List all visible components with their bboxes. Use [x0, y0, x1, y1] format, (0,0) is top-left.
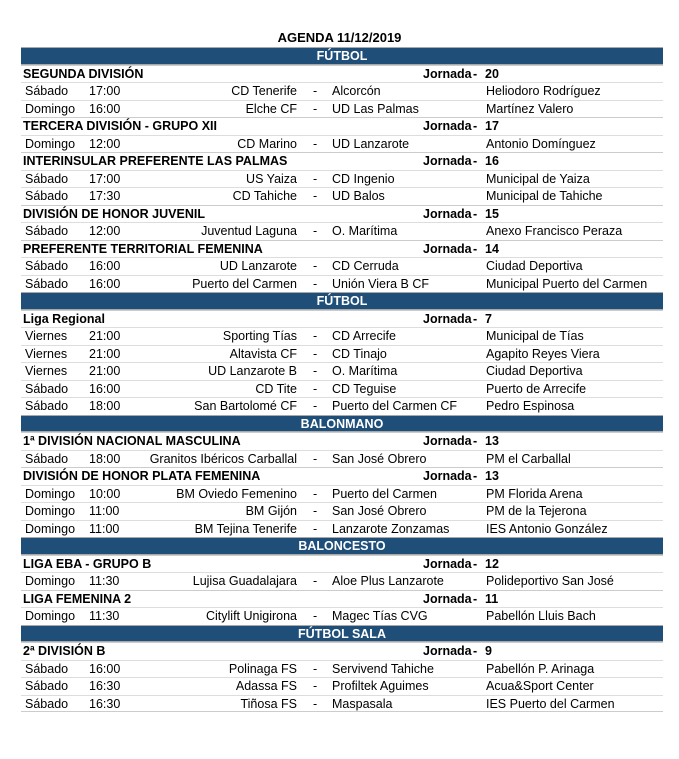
match-venue: Municipal de Tahiche: [486, 189, 603, 203]
match-dash: -: [313, 574, 318, 588]
jornada-number: 17: [485, 119, 499, 133]
match-row: [21, 450, 663, 468]
match-day: Sábado: [25, 451, 69, 466]
jornada-number: 12: [485, 556, 499, 571]
match-venue: Municipal de Tías: [486, 329, 584, 343]
home-team: Altavista CF: [229, 346, 297, 361]
match-venue: Anexo Francisco Peraza: [486, 224, 623, 238]
agenda-title: AGENDA 11/12/2019: [277, 30, 402, 45]
jornada-label: Jornada: [423, 311, 472, 326]
jornada-number: 16: [485, 154, 499, 168]
match-dash: -: [313, 364, 318, 378]
competition-row: [21, 310, 663, 328]
jornada-number: 13: [485, 434, 499, 448]
home-team: BM Oviedo Femenino: [176, 486, 297, 501]
match-venue: Municipal de Yaiza: [486, 171, 590, 186]
jornada-dash: -: [473, 311, 478, 326]
away-team: Puerto del Carmen: [332, 486, 437, 501]
competition-name: DIVISIÓN DE HONOR JUVENIL: [23, 206, 205, 221]
away-team: UD Lanzarote: [332, 136, 410, 151]
match-day: Sábado: [25, 381, 69, 396]
match-day: Sábado: [25, 679, 69, 693]
match-venue: PM Florida Arena: [486, 486, 583, 501]
match-venue: Antonio Domínguez: [486, 136, 596, 151]
away-team: San José Obrero: [332, 504, 427, 518]
match-row: [21, 345, 663, 363]
jornada-number: 14: [485, 241, 499, 256]
match-time: 16:30: [89, 679, 121, 693]
competition-name: DIVISIÓN DE HONOR PLATA FEMENINA: [23, 469, 261, 483]
home-team: Polinaga FS: [228, 661, 297, 676]
jornada-number: 13: [485, 469, 499, 483]
match-time: 12:00: [89, 136, 121, 151]
match-time: 17:30: [89, 189, 121, 203]
home-team: Citylift Unigirona: [205, 609, 297, 623]
match-day: Sábado: [25, 84, 69, 98]
match-row: [21, 520, 663, 538]
match-dash: -: [313, 259, 318, 273]
match-row: [21, 502, 663, 520]
jornada-dash: -: [473, 644, 478, 658]
match-time: 16:00: [89, 381, 121, 396]
match-venue: PM el Carballal: [486, 451, 571, 466]
home-team: Juventud Laguna: [201, 224, 297, 238]
match-dash: -: [313, 329, 318, 343]
sport-section-header: FÚTBOL: [21, 292, 663, 310]
jornada-number: 9: [485, 644, 492, 658]
match-row: [21, 222, 663, 240]
away-team: Servivend Tahiche: [332, 661, 434, 676]
match-dash: -: [313, 224, 318, 238]
match-day: Domingo: [25, 101, 76, 116]
jornada-dash: -: [473, 556, 478, 571]
match-day: Sábado: [25, 224, 69, 238]
home-team: CD Tenerife: [231, 84, 297, 98]
match-day: Viernes: [25, 364, 68, 378]
match-time: 11:30: [89, 574, 120, 588]
match-row: [21, 695, 663, 713]
match-day: Sábado: [25, 276, 69, 291]
home-team: UD Lanzarote B: [208, 364, 297, 378]
match-time: 18:00: [89, 399, 121, 413]
match-venue: Municipal Puerto del Carmen: [486, 276, 648, 291]
jornada-dash: -: [473, 154, 478, 168]
away-team: UD Las Palmas: [332, 101, 419, 116]
match-time: 21:00: [89, 346, 121, 361]
home-team: CD Marino: [237, 136, 297, 151]
competition-name: TERCERA DIVISIÓN - GRUPO XII: [23, 119, 218, 133]
match-dash: -: [313, 101, 318, 116]
match-dash: -: [313, 521, 318, 536]
match-row: [21, 607, 663, 625]
match-venue: Puerto de Arrecife: [486, 381, 587, 396]
jornada-number: 7: [485, 311, 492, 326]
match-dash: -: [313, 609, 318, 623]
match-venue: IES Antonio González: [486, 521, 608, 536]
schedule-table: [21, 47, 663, 712]
match-day: Sábado: [25, 696, 69, 711]
competition-name: 2ª DIVISIÓN B: [23, 644, 106, 658]
match-time: 21:00: [89, 329, 121, 343]
away-team: Aloe Plus Lanzarote: [332, 574, 444, 588]
match-row: [21, 677, 663, 695]
away-team: CD Teguise: [332, 381, 397, 396]
match-time: 16:00: [89, 101, 121, 116]
match-row: [21, 660, 663, 678]
match-row: [21, 135, 663, 153]
match-row: [21, 275, 663, 293]
home-team: Granitos Ibéricos Carballal: [149, 451, 297, 466]
away-team: UD Balos: [332, 189, 385, 203]
home-team: Lujisa Guadalajara: [192, 574, 297, 588]
match-time: 16:30: [89, 696, 121, 711]
match-dash: -: [313, 189, 318, 203]
competition-row: [21, 65, 663, 83]
away-team: Unión Viera B CF: [332, 276, 430, 291]
match-dash: -: [313, 504, 318, 518]
away-team: CD Arrecife: [332, 329, 396, 343]
home-team: Elche CF: [245, 101, 297, 116]
away-team: O. Marítima: [332, 364, 398, 378]
sport-section-header: FÚTBOL SALA: [21, 625, 663, 643]
match-dash: -: [313, 136, 318, 151]
match-venue: IES Puerto del Carmen: [486, 696, 615, 711]
match-venue: Ciudad Deportiva: [486, 364, 583, 378]
match-row: [21, 380, 663, 398]
match-day: Domingo: [25, 136, 76, 151]
competition-row: [21, 590, 663, 608]
match-time: 21:00: [89, 364, 121, 378]
match-dash: -: [313, 171, 318, 186]
match-time: 16:00: [89, 276, 121, 291]
match-row: [21, 397, 663, 415]
match-row: [21, 485, 663, 503]
competition-name: SEGUNDA DIVISIÓN: [23, 66, 144, 81]
match-dash: -: [313, 84, 318, 98]
away-team: Alcorcón: [332, 84, 381, 98]
home-team: UD Lanzarote: [219, 259, 297, 273]
match-venue: Acua&Sport Center: [486, 679, 594, 693]
competition-name: PREFERENTE TERRITORIAL FEMENINA: [23, 241, 263, 256]
match-venue: Ciudad Deportiva: [486, 259, 583, 273]
jornada-dash: -: [473, 434, 478, 448]
match-row: [21, 187, 663, 205]
competition-name: LIGA FEMENINA 2: [23, 591, 132, 606]
competition-row: [21, 467, 663, 485]
match-venue: Agapito Reyes Viera: [486, 346, 600, 361]
jornada-dash: -: [473, 591, 478, 606]
competition-row: [21, 152, 663, 170]
competition-row: [21, 642, 663, 660]
match-day: Sábado: [25, 259, 69, 273]
jornada-dash: -: [473, 66, 478, 81]
jornada-number: 11: [485, 591, 499, 606]
match-row: [21, 82, 663, 100]
match-venue: Martínez Valero: [486, 101, 574, 116]
competition-name: Liga Regional: [23, 311, 105, 326]
match-row: [21, 327, 663, 345]
sport-section-header: BALONCESTO: [21, 537, 663, 555]
jornada-label: Jornada: [423, 591, 472, 606]
jornada-label: Jornada: [423, 206, 472, 221]
jornada-dash: -: [473, 469, 478, 483]
jornada-label: Jornada: [423, 119, 472, 133]
competition-row: [21, 117, 663, 135]
match-dash: -: [313, 679, 318, 693]
home-team: Adassa FS: [235, 679, 297, 693]
home-team: San Bartolomé CF: [194, 399, 297, 413]
competition-row: [21, 555, 663, 573]
match-day: Sábado: [25, 189, 69, 203]
match-row: [21, 100, 663, 118]
jornada-label: Jornada: [423, 241, 472, 256]
match-day: Domingo: [25, 486, 76, 501]
jornada-number: 15: [485, 206, 499, 221]
jornada-label: Jornada: [423, 66, 472, 81]
match-day: Domingo: [25, 504, 76, 518]
jornada-label: Jornada: [423, 556, 472, 571]
match-row: [21, 362, 663, 380]
jornada-label: Jornada: [423, 644, 472, 658]
jornada-number: 20: [485, 66, 499, 81]
match-time: 18:00: [89, 451, 121, 466]
home-team: US Yaiza: [246, 171, 297, 186]
sport-section-header: FÚTBOL: [21, 47, 663, 65]
match-day: Domingo: [25, 609, 76, 623]
match-time: 12:00: [89, 224, 121, 238]
match-day: Sábado: [25, 661, 69, 676]
match-venue: PM de la Tejerona: [486, 504, 587, 518]
home-team: Tiñosa FS: [240, 696, 297, 711]
match-day: Domingo: [25, 574, 76, 588]
jornada-dash: -: [473, 241, 478, 256]
match-venue: Pedro Espinosa: [486, 399, 575, 413]
jornada-dash: -: [473, 119, 478, 133]
match-row: [21, 170, 663, 188]
competition-name: INTERINSULAR PREFERENTE LAS PALMAS: [23, 154, 288, 168]
home-team: Sporting Tías: [222, 329, 297, 343]
away-team: Maspasala: [332, 696, 393, 711]
match-day: Sábado: [25, 171, 69, 186]
match-day: Viernes: [25, 329, 68, 343]
home-team: CD Tahiche: [232, 189, 297, 203]
match-row: [21, 572, 663, 590]
match-time: 16:00: [89, 259, 121, 273]
away-team: CD Ingenio: [332, 171, 395, 186]
match-venue: Heliodoro Rodríguez: [486, 84, 601, 98]
match-dash: -: [313, 276, 318, 291]
match-dash: -: [313, 696, 318, 711]
match-row: [21, 257, 663, 275]
match-day: Sábado: [25, 399, 69, 413]
away-team: Profiltek Aguimes: [332, 679, 429, 693]
match-dash: -: [313, 346, 318, 361]
match-dash: -: [313, 661, 318, 676]
match-venue: Pabellón Lluis Bach: [486, 609, 596, 623]
away-team: Puerto del Carmen CF: [332, 399, 458, 413]
match-time: 16:00: [89, 661, 121, 676]
jornada-label: Jornada: [423, 154, 472, 168]
home-team: BM Tejina Tenerife: [194, 521, 297, 536]
jornada-dash: -: [473, 206, 478, 221]
match-dash: -: [313, 486, 318, 501]
competition-name: LIGA EBA - GRUPO B: [23, 556, 152, 571]
match-dash: -: [313, 381, 318, 396]
match-time: 17:00: [89, 84, 121, 98]
jornada-label: Jornada: [423, 469, 472, 483]
away-team: Magec Tías CVG: [332, 609, 428, 623]
away-team: O. Marítima: [332, 224, 398, 238]
match-time: 11:00: [89, 521, 120, 536]
away-team: San José Obrero: [332, 451, 427, 466]
match-dash: -: [313, 399, 318, 413]
home-team: Puerto del Carmen: [192, 276, 297, 291]
match-day: Domingo: [25, 521, 76, 536]
match-venue: Pabellón P. Arinaga: [486, 661, 595, 676]
jornada-label: Jornada: [423, 434, 472, 448]
competition-name: 1ª DIVISIÓN NACIONAL MASCULINA: [23, 434, 241, 448]
competition-row: [21, 432, 663, 450]
match-time: 11:00: [89, 504, 120, 518]
sport-section-header: BALONMANO: [21, 415, 663, 433]
match-time: 17:00: [89, 171, 121, 186]
match-dash: -: [313, 451, 318, 466]
match-day: Viernes: [25, 346, 68, 361]
home-team: CD Tite: [255, 381, 297, 396]
match-time: 10:00: [89, 486, 121, 501]
home-team: BM Gijón: [245, 504, 297, 518]
away-team: Lanzarote Zonzamas: [332, 521, 450, 536]
away-team: CD Tinajo: [332, 346, 387, 361]
competition-row: [21, 205, 663, 223]
competition-row: [21, 240, 663, 258]
match-venue: Polideportivo San José: [486, 574, 614, 588]
away-team: CD Cerruda: [332, 259, 399, 273]
match-time: 11:30: [89, 609, 120, 623]
